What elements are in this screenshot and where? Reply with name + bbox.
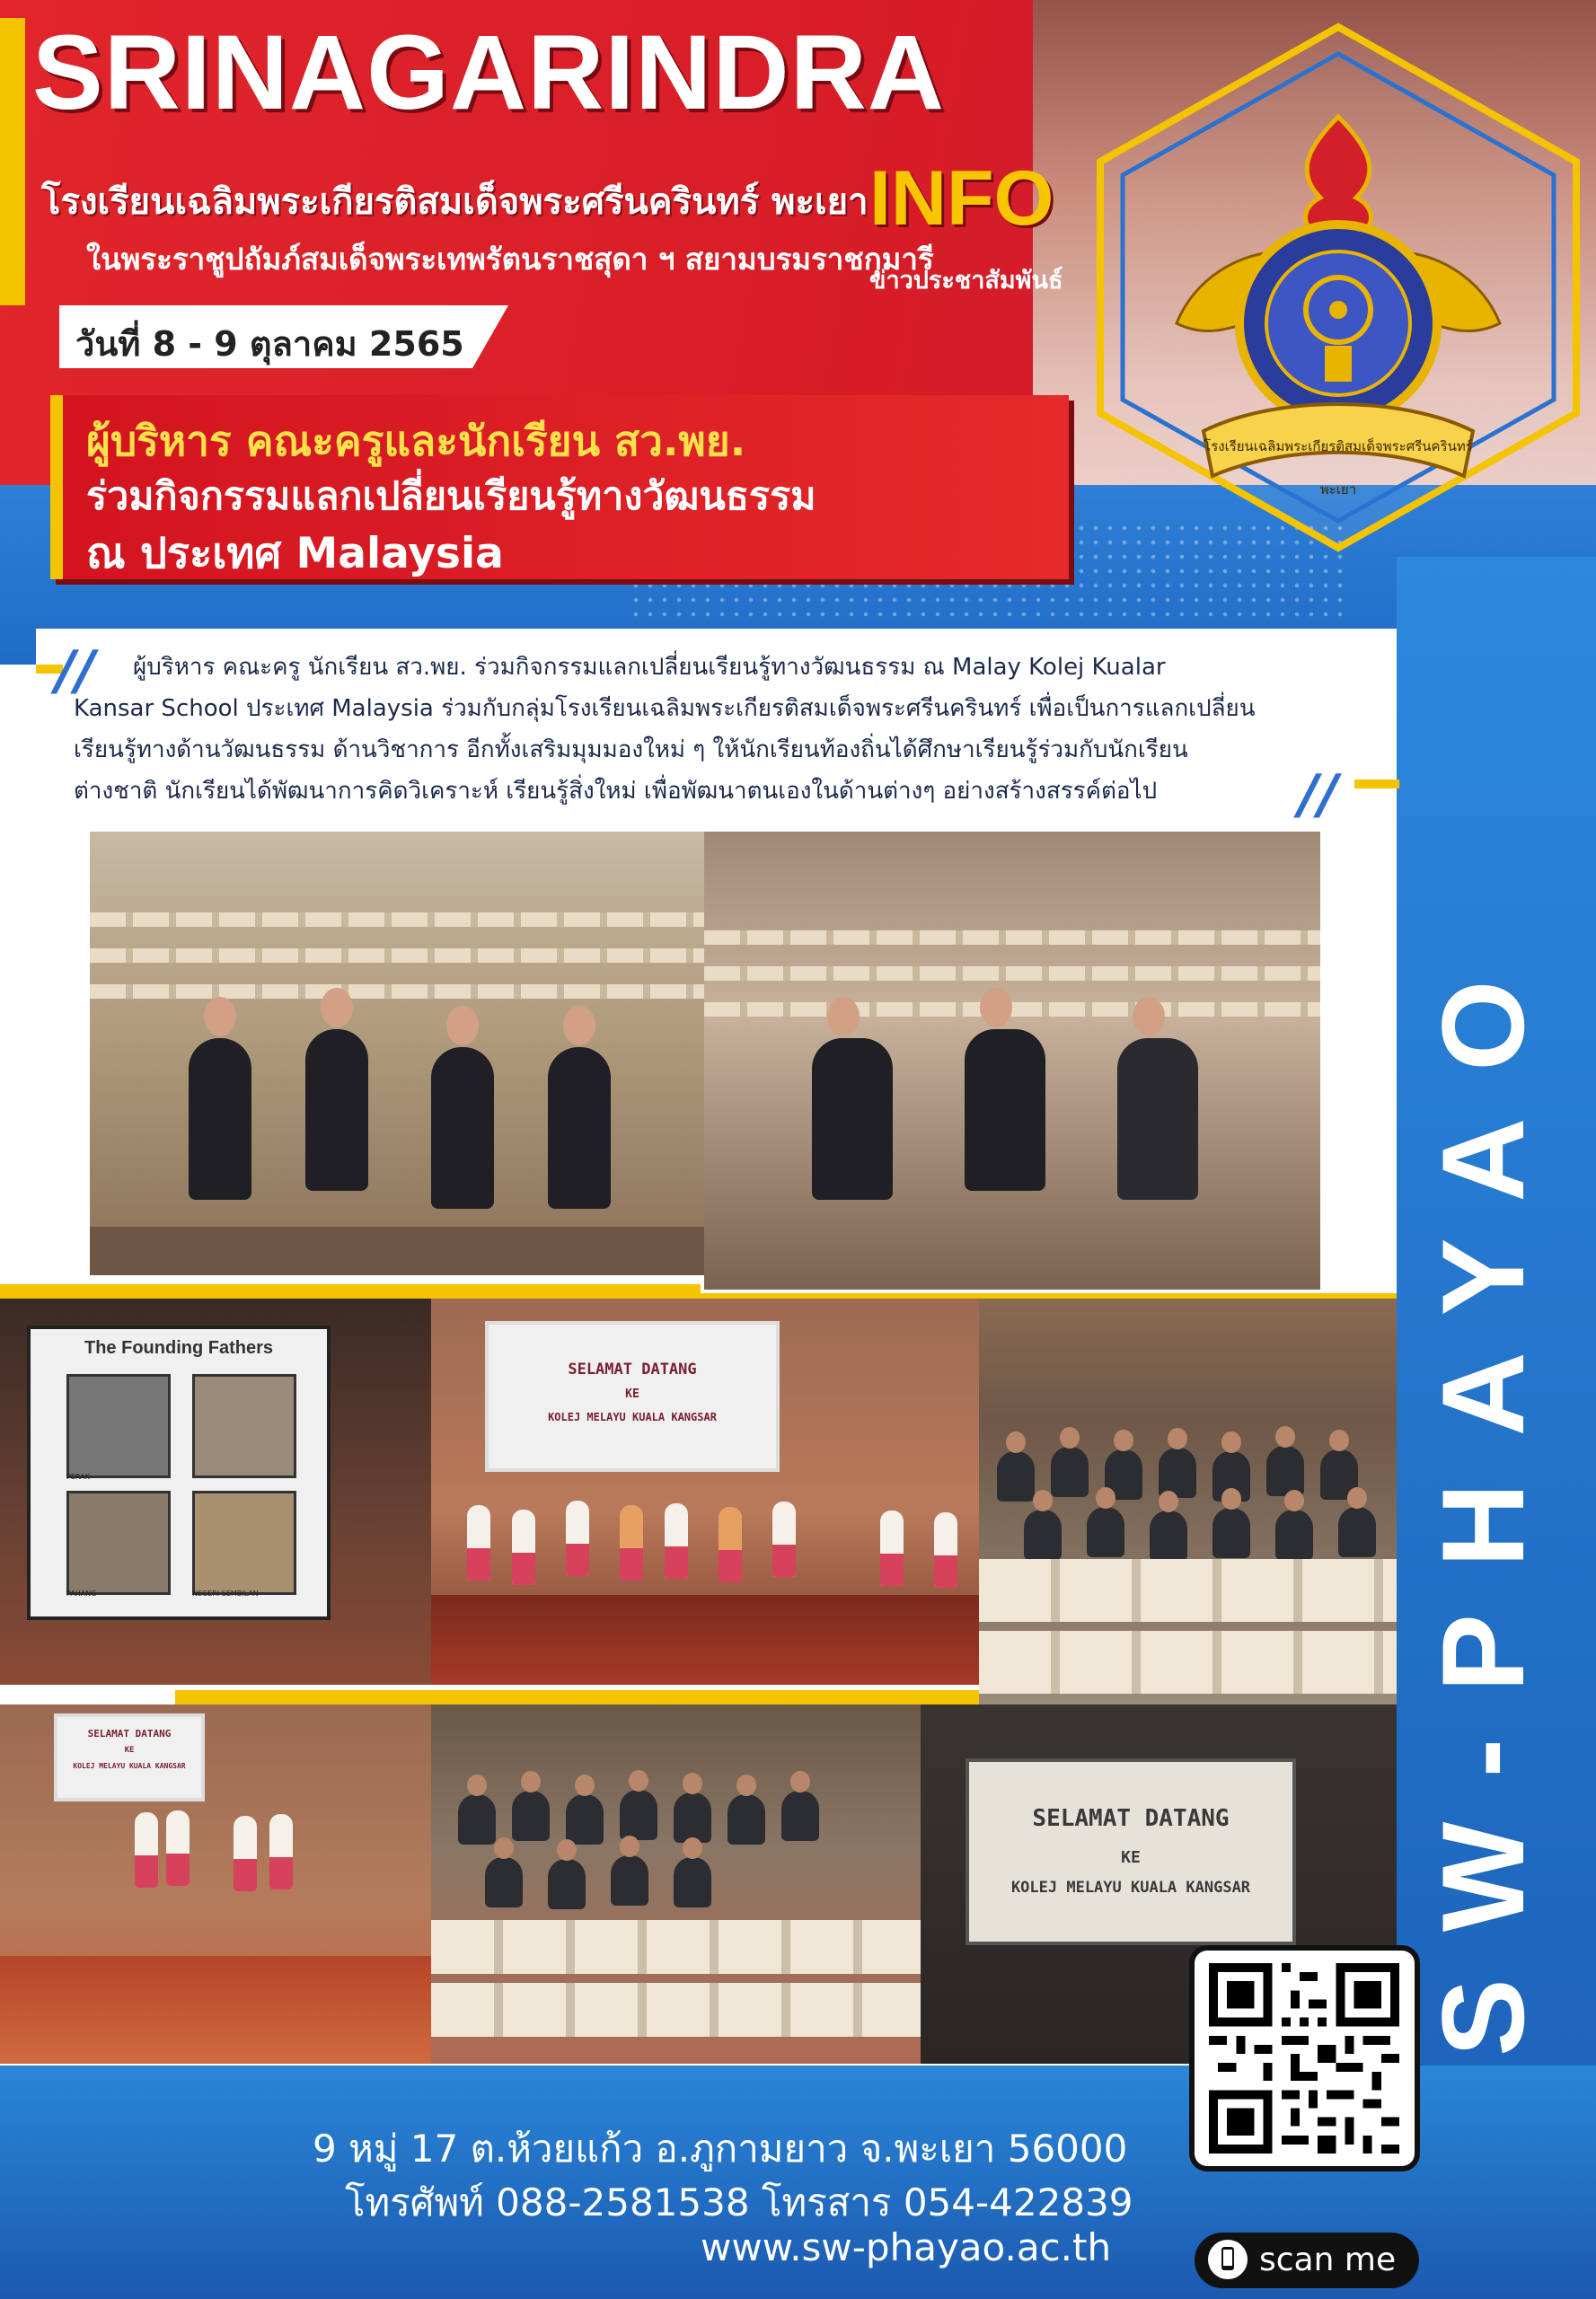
- headline-line-2: ร่วมกิจกรรมแลกเปลี่ยนเรียนรู้ทางวัฒนธรรม: [86, 474, 816, 519]
- event-date: วันที่ 8 - 9 ตุลาคม 2565: [75, 324, 464, 364]
- qr-code-icon[interactable]: [1209, 1963, 1399, 2154]
- quote-close-icon: //: [1299, 763, 1338, 826]
- welcome-line-3: KOLEJ MELAYU KUALA KANGSAR: [1010, 1879, 1251, 1897]
- article-line-1: ผู้บริหาร คณะครู นักเรียน สว.พย. ร่วมกิจกรรมแลกเปลี่ยนเรียนรู้ทางวัฒนธรรม ณ Malay Kolej Kualar: [133, 654, 1166, 681]
- article-line-2: Kansar School ประเทศ Malaysia ร่วมกับกลุ่มโรงเรียนเฉลิมพระเกียรติสมเด็จพระศรีนครินทร์ เพื่อเป็นการแลกเปลี่ยน: [74, 695, 1256, 722]
- emblem-banner-text-2: พะเยา: [1319, 481, 1357, 498]
- welcome-line-3: KOLEJ MELAYU KUALA KANGSAR: [73, 1762, 186, 1770]
- welcome-line-1: SELAMAT DATANG: [87, 1728, 172, 1740]
- portrait-caption: NEGERI SEMBILAN: [192, 1590, 259, 1598]
- photo-accent-band: [0, 1284, 701, 1299]
- headline-line-1: ผู้บริหาร คณะครูและนักเรียน สว.พย.: [86, 417, 746, 465]
- info-label: INFO: [869, 155, 1054, 242]
- quote-accent-bar-end: [1354, 780, 1399, 788]
- welcome-line-2: KE: [625, 1387, 639, 1401]
- welcome-line-2: KE: [124, 1746, 135, 1755]
- article-line-4: ต่างชาติ นักเรียนได้พัฒนาการคิดวิเคราะห์ เรียนรู้สิ่งใหม่ เพื่อพัฒนาตนเองในด้านต่างๆ อย่างสร้างสรรค์ต่อไป: [74, 778, 1158, 805]
- photo-welcome-stage: [0, 1704, 431, 2064]
- welcome-line-2: KE: [1121, 1848, 1141, 1867]
- slide-title: The Founding Fathers: [84, 1338, 273, 1358]
- vertical-brand-text: SW-PHAYAO: [1417, 933, 1548, 2057]
- school-name: โรงเรียนเฉลิมพระเกียรติสมเด็จพระศรีนครินทร์ พะเยา: [41, 181, 869, 223]
- photo-founding-fathers-screen: [0, 1299, 431, 1685]
- footer-phone: โทรศัพท์ 088-2581538 โทรสาร 054-422839: [345, 2180, 1133, 2224]
- welcome-line-1: SELAMAT DATANG: [1032, 1805, 1230, 1832]
- school-emblem-logo: [1141, 99, 1536, 512]
- photo-stage-performance: [431, 1299, 979, 1685]
- article-line-3: เรียนรู้ทางด้านวัฒนธรรม ด้านวิชาการ อีกทั้งเสริมมุมมองใหม่ ๆ ให้นักเรียนท้องถิ่นได้ศึกษาเรียนรู้ร่วมกับนักเรียน: [74, 736, 1188, 763]
- welcome-line-1: SELAMAT DATANG: [568, 1361, 697, 1379]
- photo-executives-seated-1: [90, 832, 704, 1275]
- public-relations-label: ข่าวประชาสัมพันธ์: [869, 267, 1063, 295]
- portrait-caption: PAHANG: [66, 1590, 97, 1598]
- footer-website[interactable]: www.sw-phayao.ac.th: [701, 2225, 1112, 2269]
- footer-address: 9 หมู่ 17 ต.ห้วยแก้ว อ.ภูกามยาว จ.พะเยา 56000: [313, 2127, 1128, 2171]
- page-title: SRINAGARINDRA: [32, 13, 945, 132]
- emblem-banner-text: โรงเรียนเฉลิมพระเกียรติสมเด็จพระศรีนครินทร์: [1204, 438, 1473, 454]
- phone-icon: [1208, 2240, 1248, 2279]
- headline-line-3: ณ ประเทศ Malaysia: [86, 529, 504, 578]
- photo-executives-seated-2: [704, 832, 1320, 1290]
- school-patronage: ในพระราชูปถัมภ์สมเด็จพระเทพรัตนราชสุดา ฯ สยามบรมราชกุมารี: [86, 242, 934, 277]
- photo-auditorium-audience: [431, 1704, 921, 2064]
- portrait-caption: PERAK: [66, 1473, 90, 1481]
- photo-students-audience: [979, 1299, 1397, 1707]
- scan-me-label: scan me: [1259, 2242, 1397, 2278]
- quote-open-icon: //: [56, 639, 95, 702]
- welcome-line-3: KOLEJ MELAYU KUALA KANGSAR: [548, 1411, 717, 1423]
- yellow-accent-bar: [0, 18, 25, 305]
